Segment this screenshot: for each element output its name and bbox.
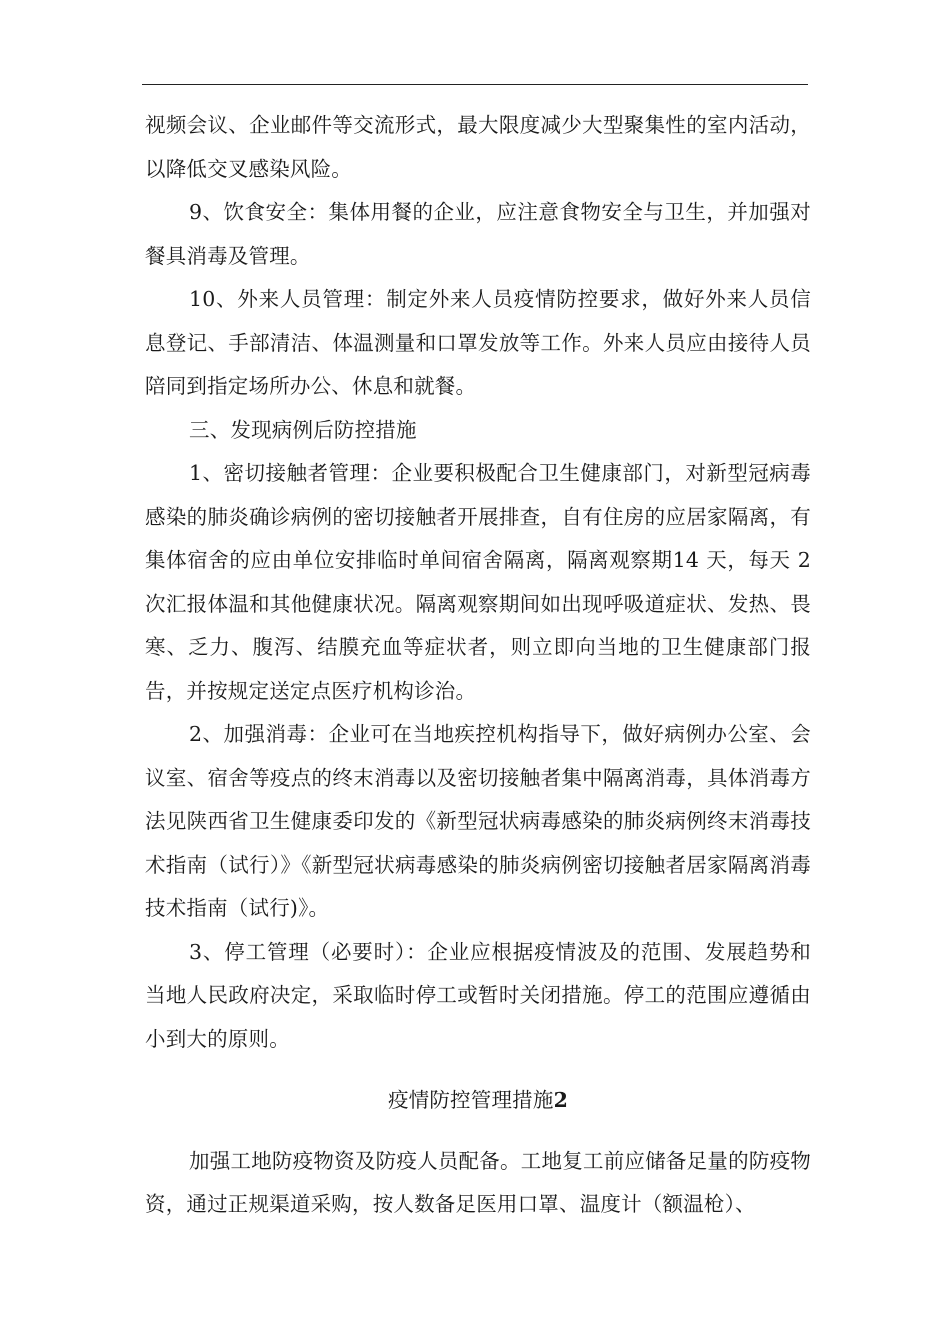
- section-title: [145, 1079, 811, 1123]
- paragraph: 视频会议、企业邮件等交流形式，最大限度减少大型聚集性的室内活动，以降低交叉感染风险。: [145, 113, 811, 181]
- paragraph: 3、停工管理（必要时）：企业应根据疫情波及的范围、发展趋势和当地人民政府决定，采取临时停工或暂时关闭措施。停工的范围应遵循由小到大的原则。: [145, 939, 811, 1051]
- section-title-number: 2: [553, 1088, 569, 1112]
- paragraph: 2、加强消毒：企业可在当地疾控机构指导下，做好病例办公室、会议室、宿舍等疫点的终末消毒以及密切接触者集中隔离消毒，具体消毒方法见陕西省卫生健康委印发的《新型冠状病毒感染的肺炎病例终末消毒技术指南（试行）》《新型冠状病毒感染的肺炎病例密切接触者居家隔离消毒技术指南（试行)》。: [145, 722, 811, 920]
- paragraph: 加强工地防疫物资及防疫人员配备。工地复工前应储备足量的防疫物资，通过正规渠道采购，按人数备足医用口罩、温度计（额温枪）、: [145, 1148, 811, 1216]
- paragraph: 10、外来人员管理：制定外来人员疫情防控要求，做好外来人员信息登记、手部清洁、体温测量和口罩发放等工作。外来人员应由接待人员陪同到指定场所办公、休息和就餐。: [145, 287, 811, 398]
- header-rule: [142, 84, 808, 85]
- paragraph: 1、密切接触者管理：企业要积极配合卫生健康部门，对新型冠病毒感染的肺炎确诊病例的密切接触者开展排查，自有住房的应居家隔离，有集体宿舍的应由单位安排临时单间宿舍隔离，隔离观察期14 天，每天 2 次汇报体温和其他健康状况。隔离观察期间如出现呼吸道症状、发热、畏寒、乏力、腹泻、结膜充血等症状者，则立即向当地的卫生健康部门报告，并按规定送定点医疗机构诊治。: [145, 461, 811, 703]
- section-title-text: 疫情防控管理措施: [387, 1088, 554, 1112]
- section-heading: 三、发现病例后防控措施: [189, 417, 417, 442]
- document-body: [145, 104, 811, 1227]
- paragraph: 9、饮食安全：集体用餐的企业，应注意食物安全与卫生，并加强对餐具消毒及管理。: [145, 200, 811, 268]
